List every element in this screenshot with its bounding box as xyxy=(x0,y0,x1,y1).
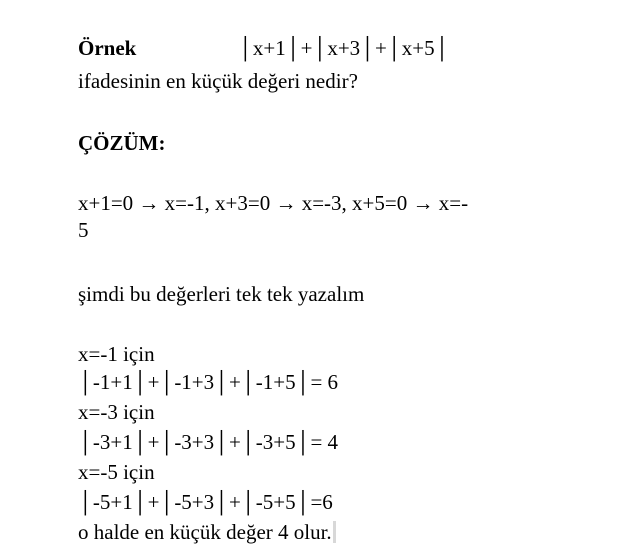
example-question: ifadesinin en küçük değeri nedir? xyxy=(78,69,358,93)
conclusion-text: o halde en küçük değer 4 olur. xyxy=(78,520,332,544)
solution-heading: ÇÖZÜM: xyxy=(78,131,166,155)
example-label: Örnek xyxy=(78,36,137,60)
example-expression: │x+1│+│x+3│+│x+5│ xyxy=(238,36,450,60)
roots-line-1: x+1=0 → x=-1, x+3=0 → x=-3, x+5=0 → x=- xyxy=(78,191,469,215)
case-computation: │-5+1│+│-5+3│+│-5+5│=6 xyxy=(78,490,333,514)
case-computation: │-3+1│+│-3+3│+│-3+5│= 4 xyxy=(78,430,339,454)
conclusion-line xyxy=(78,520,336,544)
roots-line-2: 5 xyxy=(78,218,89,242)
case-label: x=-1 için xyxy=(78,342,155,366)
solution-intro: şimdi bu değerleri tek tek yazalım xyxy=(78,282,365,306)
case-computation: │-1+1│+│-1+3│+│-1+5│= 6 xyxy=(78,370,339,394)
text-cursor-icon xyxy=(333,521,336,543)
case-label: x=-3 için xyxy=(78,400,155,424)
case-label: x=-5 için xyxy=(78,460,155,484)
